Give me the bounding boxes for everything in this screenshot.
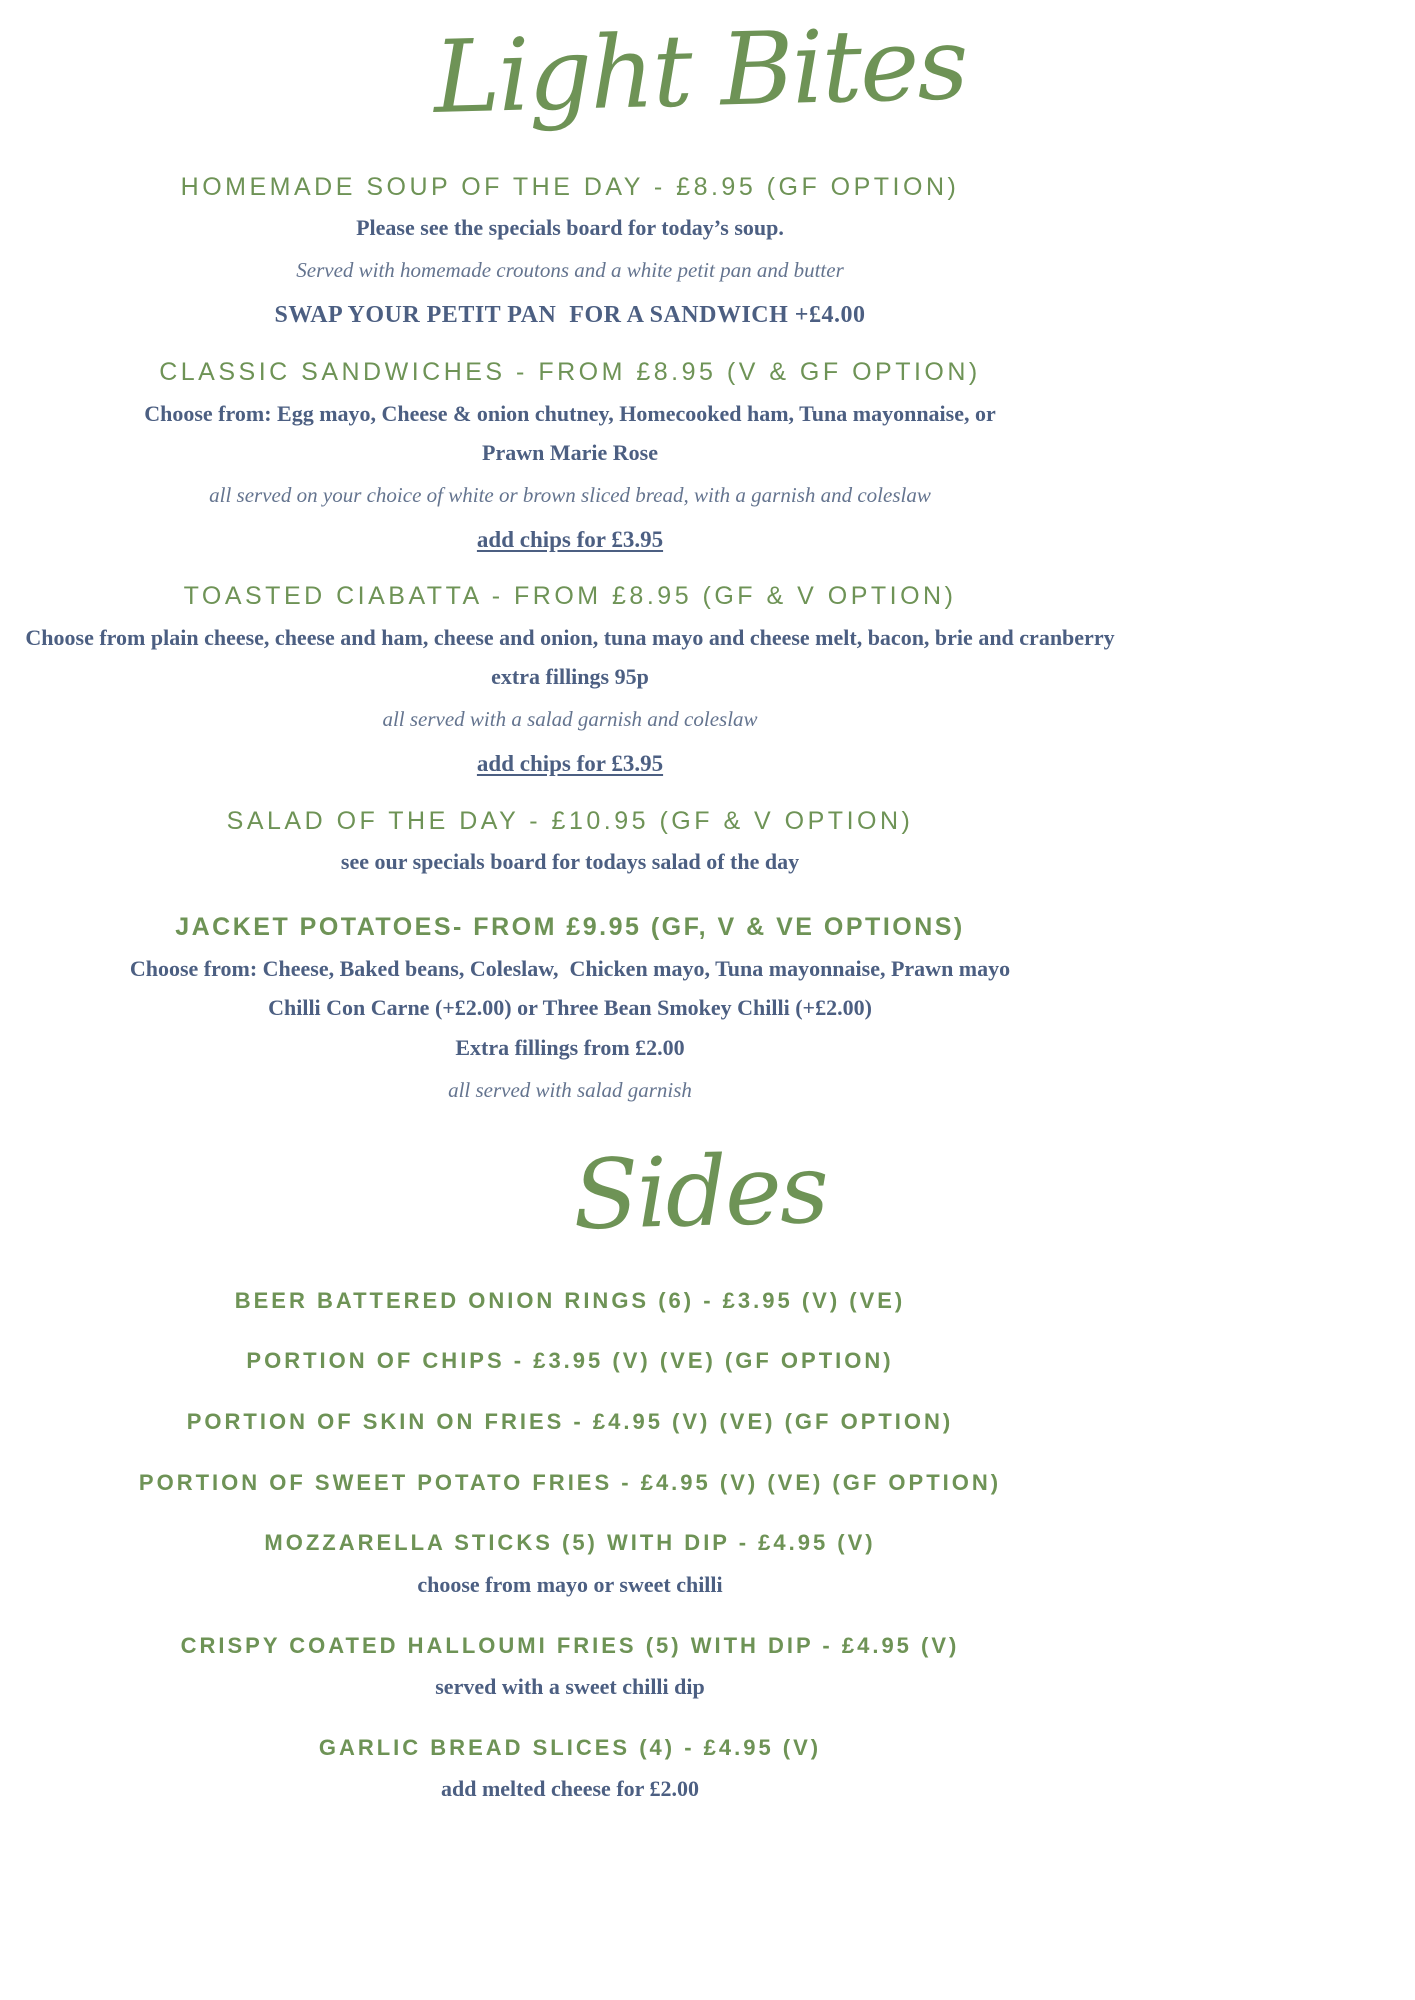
- menu-line-body: served with a sweet chilli dip: [435, 1674, 705, 1700]
- menu-line-underline: add chips for £3.95: [476, 751, 664, 777]
- menu-line-side: PORTION OF CHIPS - £3.95 (V) (VE) (GF OPTION): [246, 1348, 894, 1374]
- menu-line-italic: all served with a salad garnish and coleslaw: [382, 707, 758, 732]
- menu-line-side: PORTION OF SWEET POTATO FRIES - £4.95 (V) (VE) (GF OPTION): [138, 1469, 1002, 1495]
- menu-line-italic: all served on your choice of white or brown sliced bread, with a garnish and coleslaw: [209, 483, 931, 508]
- menu-line-body: Chilli Con Carne (+£2.00) or Three Bean Smokey Chilli (+£2.00): [268, 995, 872, 1021]
- menu-line-body: see our specials board for todays salad of the day: [340, 848, 800, 874]
- section-sides: [0, 1287, 1140, 1804]
- menu-line-serif-caps: SWAP YOUR PETIT PAN FOR A SANDWICH +£4.00: [274, 302, 866, 329]
- menu-line-side: GARLIC BREAD SLICES (4) - £4.95 (V): [318, 1734, 822, 1760]
- menu-line-header-bold: JACKET POTATOES- FROM £9.95 (GF, V & VE OPTIONS): [175, 913, 965, 942]
- menu-line-side: MOZZARELLA STICKS (5) WITH DIP - £4.95 (V): [264, 1530, 876, 1556]
- menu-line-body: Extra fillings from £2.00: [455, 1035, 685, 1061]
- menu-line-side: BEER BATTERED ONION RINGS (6) - £3.95 (V) (VE): [234, 1287, 906, 1313]
- menu-line-body: Choose from: Egg mayo, Cheese & onion chutney, Homecooked ham, Tuna mayonnaise, or: [144, 400, 996, 426]
- menu-line-body: Choose from plain cheese, cheese and ham, cheese and onion, tuna mayo and cheese melt, bacon, brie and cranberry: [25, 624, 1115, 650]
- menu-line-header: CLASSIC SANDWICHES - FROM £8.95 (V & GF OPTION): [159, 358, 981, 387]
- section-title-sides: Sides: [571, 1132, 829, 1252]
- menu-line-side: CRISPY COATED HALLOUMI FRIES (5) WITH DIP - £4.95 (V): [180, 1632, 960, 1658]
- menu-line-side: PORTION OF SKIN ON FRIES - £4.95 (V) (VE) (GF OPTION): [186, 1409, 954, 1435]
- menu-line-underline: add chips for £3.95: [476, 527, 664, 553]
- menu-line-header: TOASTED CIABATTA - FROM £8.95 (GF & V OPTION): [183, 582, 957, 611]
- menu-line-header: HOMEMADE SOUP OF THE DAY - £8.95 (GF OPTION): [180, 173, 960, 201]
- section-light-bites: [0, 172, 1140, 1104]
- menu-line-italic: Served with homemade croutons and a white petit pan and butter: [296, 257, 844, 282]
- menu-line-body: Choose from: Cheese, Baked beans, Coleslaw, Chicken mayo, Tuna mayonnaise, Prawn mayo: [129, 955, 1011, 981]
- menu-line-italic: all served with salad garnish: [448, 1077, 692, 1102]
- menu-line-body: Prawn Marie Rose: [482, 440, 658, 466]
- menu-line-body: Please see the specials board for today’s soup.: [356, 215, 784, 241]
- menu-line-body: add melted cheese for £2.00: [440, 1776, 700, 1802]
- section-title-light-bites: Light Bites: [432, 5, 968, 136]
- menu-line-header: SALAD OF THE DAY - £10.95 (GF & V OPTION): [226, 806, 914, 835]
- menu-line-body: choose from mayo or sweet chilli: [417, 1571, 723, 1597]
- menu-line-body: extra fillings 95p: [491, 664, 649, 690]
